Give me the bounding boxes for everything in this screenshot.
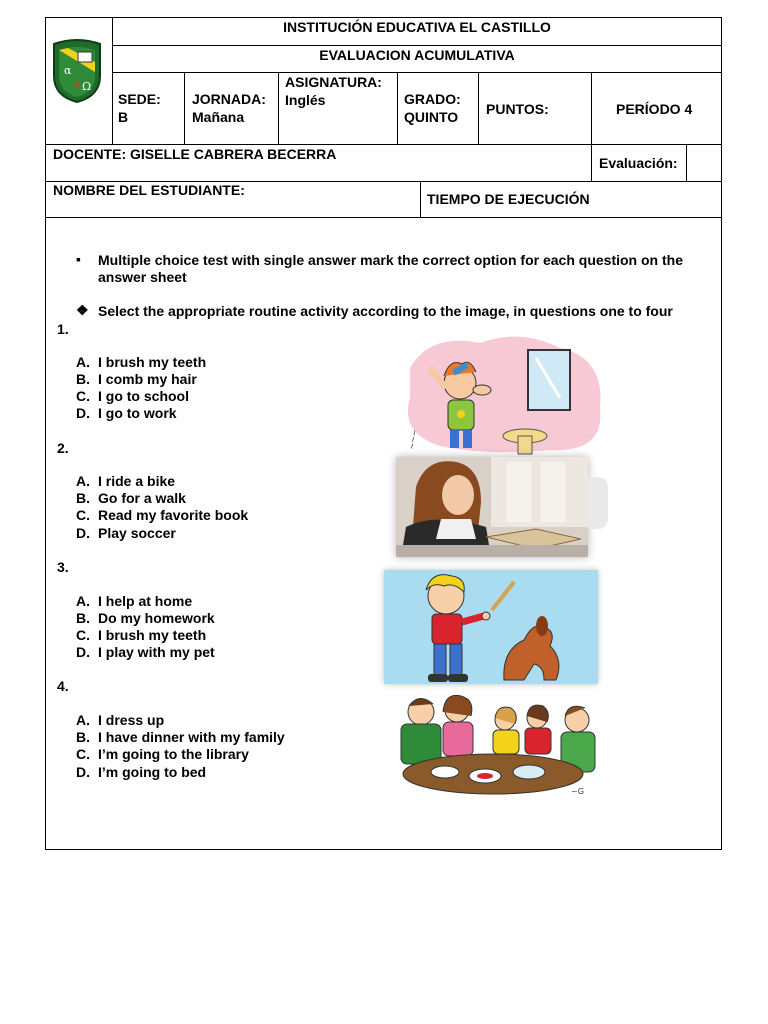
question-4-option-a[interactable]: A. I dress up bbox=[76, 712, 165, 728]
decorative-shape bbox=[588, 477, 608, 529]
question-4-option-c[interactable]: C. I’m going to the library bbox=[76, 746, 249, 762]
question-2-option-c[interactable]: C. Read my favorite book bbox=[76, 507, 249, 523]
question-1-option-a[interactable]: A. I brush my teeth bbox=[76, 354, 207, 370]
question-3-number: 3. bbox=[57, 559, 69, 575]
family-dinner-illustration bbox=[385, 690, 603, 802]
student-name-label: NOMBRE DEL ESTUDIANTE: bbox=[53, 182, 245, 198]
question-3-option-d[interactable]: D. I play with my pet bbox=[76, 644, 215, 660]
divider bbox=[591, 72, 592, 144]
question-2-option-b[interactable]: B. Go for a walk bbox=[76, 490, 186, 506]
comb-hair-illustration bbox=[400, 328, 608, 456]
asignatura-value: Inglés bbox=[285, 92, 326, 108]
divider bbox=[591, 144, 592, 181]
question-2-option-a[interactable]: A. I ride a bike bbox=[76, 473, 176, 489]
instruction-1: Multiple choice test with single answer mark the correct option for each question on the answer sheet bbox=[98, 252, 683, 285]
question-4-option-b[interactable]: B. I have dinner with my family bbox=[76, 729, 285, 745]
jornada-value: Mañana bbox=[192, 109, 245, 125]
diamond-bullet-icon: ❖ bbox=[76, 302, 89, 318]
question-2-number: 2. bbox=[57, 440, 69, 456]
divider bbox=[45, 144, 722, 145]
divider bbox=[397, 72, 398, 144]
periodo-label: PERÍODO 4 bbox=[616, 101, 693, 117]
divider bbox=[112, 72, 722, 73]
question-1-number: 1. bbox=[57, 321, 69, 337]
divider bbox=[184, 72, 185, 144]
instruction-2: Select the appropriate routine activity according to the image, in questions one to four bbox=[98, 303, 673, 319]
grado-label: GRADO: bbox=[404, 91, 461, 107]
question-1-option-d[interactable]: D. I go to work bbox=[76, 405, 177, 421]
question-3-option-a[interactable]: A. I help at home bbox=[76, 593, 193, 609]
question-1-option-c[interactable]: C. I go to school bbox=[76, 388, 189, 404]
divider bbox=[112, 45, 722, 46]
question-3-option-c[interactable]: C. I brush my teeth bbox=[76, 627, 207, 643]
logo-alpha: α bbox=[64, 64, 72, 77]
divider bbox=[686, 144, 687, 181]
divider bbox=[45, 217, 722, 218]
question-4-option-d[interactable]: D. I’m going to bed bbox=[76, 764, 207, 780]
divider bbox=[278, 72, 279, 144]
divider bbox=[112, 17, 113, 144]
divider bbox=[478, 72, 479, 144]
evaluacion-field[interactable] bbox=[689, 147, 719, 177]
execution-time-label: TIEMPO DE EJECUCIÓN bbox=[427, 191, 590, 207]
institution-name: INSTITUCIÓN EDUCATIVA EL CASTILLO bbox=[283, 19, 551, 35]
docente-name: DOCENTE: GISELLE CABRERA BECERRA bbox=[53, 146, 337, 162]
puntos-label: PUNTOS: bbox=[486, 101, 549, 117]
svg-text:~G: ~G bbox=[571, 787, 584, 796]
grado-value: QUINTO bbox=[404, 109, 459, 125]
sede-label: SEDE: bbox=[118, 91, 161, 107]
reading-book-photo bbox=[396, 457, 588, 557]
svg-text:~~~: ~~~ bbox=[406, 428, 420, 451]
divider bbox=[420, 181, 421, 217]
evaluacion-label: Evaluación: bbox=[599, 155, 678, 171]
asignatura-label: ASIGNATURA: bbox=[285, 74, 382, 90]
exam-title: EVALUACION ACUMULATIVA bbox=[319, 47, 515, 63]
logo-omega: Ω bbox=[82, 80, 92, 93]
jornada-label: JORNADA: bbox=[192, 91, 266, 107]
student-name-field[interactable] bbox=[56, 200, 416, 215]
question-2-option-d[interactable]: D. Play soccer bbox=[76, 525, 176, 541]
question-3-option-b[interactable]: B. Do my homework bbox=[76, 610, 215, 626]
sede-value: B bbox=[118, 109, 129, 125]
school-logo bbox=[50, 38, 104, 104]
bullet-icon: ▪ bbox=[76, 251, 81, 267]
play-with-pet-illustration bbox=[384, 570, 598, 684]
question-1-option-b[interactable]: B. I comb my hair bbox=[76, 371, 197, 387]
question-4-number: 4. bbox=[57, 678, 69, 694]
